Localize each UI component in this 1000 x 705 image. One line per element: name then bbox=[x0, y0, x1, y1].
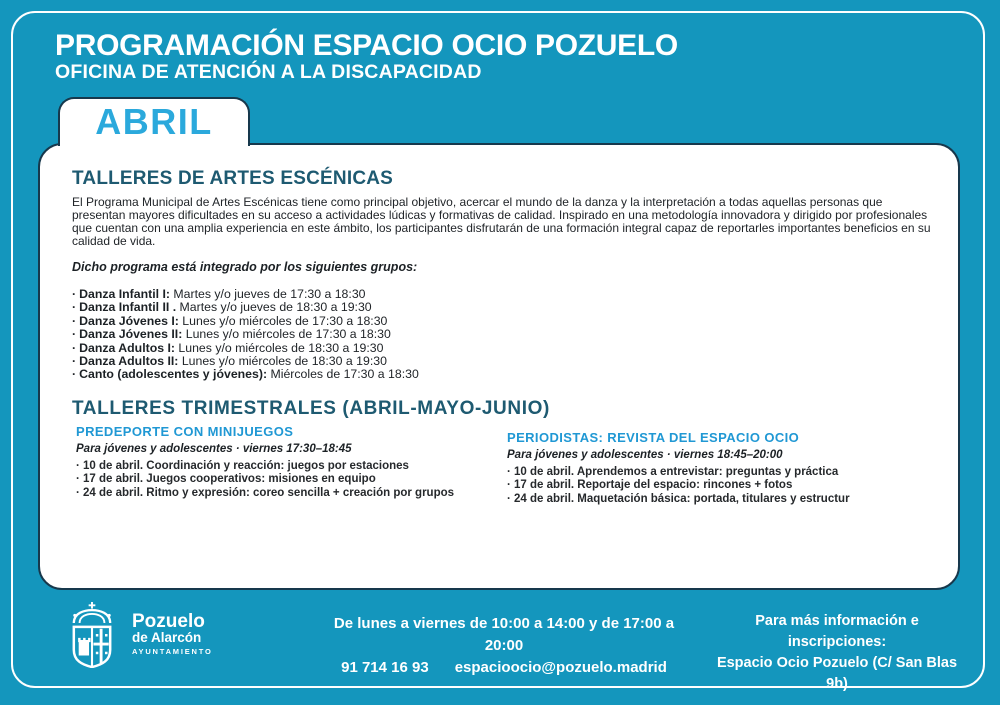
workshop-column-predeporte bbox=[76, 424, 476, 500]
groups-intro: Dicho programa está integrado por los siguientes grupos: bbox=[72, 260, 418, 274]
bullet-icon: · bbox=[72, 313, 77, 328]
list-item bbox=[72, 301, 419, 314]
logo-line1: Pozuelo bbox=[132, 611, 205, 632]
month-tab-label: ABRIL bbox=[95, 100, 213, 142]
groups-list bbox=[72, 288, 419, 382]
footer-contact-block bbox=[318, 613, 690, 679]
workshop-title: PERIODISTAS: REVISTA DEL ESPACIO OCIO bbox=[507, 430, 800, 445]
month-tab bbox=[58, 97, 250, 146]
contact-line bbox=[318, 657, 690, 679]
workshop-subtitle: Para jóvenes y adolescentes · viernes 17:30–18:45 bbox=[76, 443, 352, 455]
group-schedule: Martes y/o jueves de 17:30 a 18:30 bbox=[169, 287, 366, 301]
workshop-session: · 17 de abril. Juegos cooperativos: misiones en equipo bbox=[76, 473, 376, 486]
opening-hours: De lunes a viernes de 10:00 a 14:00 y de 17:00 a 20:00 bbox=[333, 615, 675, 654]
list-item bbox=[72, 355, 419, 368]
group-schedule: Lunes y/o miércoles de 17:30 a 18:30 bbox=[178, 313, 388, 328]
group-name: Danza Adultos II: bbox=[79, 354, 179, 369]
group-schedule: Martes y/o jueves de 18:30 a 19:30 bbox=[176, 300, 372, 315]
bullet-icon: · bbox=[72, 354, 77, 369]
workshop-title: PREDEPORTE CON MINIJUEGOS bbox=[76, 424, 294, 439]
group-name: Danza Infantil I: bbox=[79, 287, 170, 301]
bullet-icon: · bbox=[72, 300, 77, 315]
group-schedule: Miércoles de 17:30 a 18:30 bbox=[267, 367, 419, 382]
logo-line3: AYUNTAMIENTO bbox=[132, 647, 213, 656]
workshop-session: · 10 de abril. Aprendemos a entrevistar: preguntas y práctica bbox=[507, 466, 839, 478]
section-heading-trimestrales: TALLERES TRIMESTRALES (ABRIL-MAYO-JUNIO) bbox=[72, 398, 550, 419]
page-title: PROGRAMACIÓN ESPACIO OCIO POZUELO bbox=[55, 29, 678, 62]
program-description: El Programa Municipal de Artes Escénicas tiene como principal objetivo, acercar el mundo de la danza y la interpretación a todas aquellas personas que presentan mayores dificultades en su acceso a actividades lúdicas y formativas de calidad. Inspirado en una metodología innovadora y dirigido por profesionales que cuentan con una amplia experiencia en este ámbito, los participantes disfrutarán de una formación integral capaz de reportarles importantes beneficios en su calidad de vida. bbox=[72, 195, 931, 248]
group-name: Canto (adolescentes y jóvenes): bbox=[79, 367, 268, 382]
list-item bbox=[72, 328, 419, 341]
workshop-subtitle: Para jóvenes y adolescentes · viernes 18:45–20:00 bbox=[507, 449, 783, 461]
group-schedule: Lunes y/o miércoles de 17:30 a 18:30 bbox=[182, 327, 391, 342]
ayuntamiento-logo bbox=[63, 601, 213, 668]
group-schedule: Lunes y/o miércoles de 18:30 a 19:30 bbox=[178, 354, 387, 369]
logo-line2: de Alarcón bbox=[132, 630, 202, 645]
email-address: espacioocio@pozuelo.madrid bbox=[454, 659, 667, 676]
workshop-column-periodistas bbox=[507, 430, 907, 506]
info-line2: Espacio Ocio Pozuelo (C/ San Blas 9b) bbox=[716, 655, 958, 692]
bullet-icon: · bbox=[72, 367, 77, 382]
list-item bbox=[72, 288, 419, 301]
section-heading-artes-escenicas: TALLERES DE ARTES ESCÉNICAS bbox=[72, 168, 394, 189]
group-name: Danza Jóvenes I: bbox=[79, 313, 179, 328]
workshop-session: · 17 de abril. Reportaje del espacio: rincones + fotos bbox=[507, 479, 793, 492]
footer-info-block bbox=[707, 611, 967, 695]
group-name: Danza Infantil II . bbox=[79, 300, 177, 315]
pozuelo-coat-of-arms-icon bbox=[63, 601, 121, 668]
phone-number: 91 714 16 93 bbox=[341, 659, 429, 676]
list-item bbox=[72, 315, 419, 328]
bullet-icon: · bbox=[72, 327, 77, 342]
logo-text bbox=[132, 612, 213, 657]
group-name: Danza Adultos I: bbox=[79, 340, 175, 355]
group-schedule: Lunes y/o miércoles de 18:30 a 19:30 bbox=[174, 340, 384, 355]
info-line1: Para más información e inscripciones: bbox=[755, 613, 919, 650]
bullet-icon: · bbox=[72, 340, 77, 355]
workshop-session: · 24 de abril. Ritmo y expresión: coreo sencilla + creación por grupos bbox=[76, 486, 455, 499]
content-card bbox=[38, 143, 960, 590]
page-subtitle: OFICINA DE ATENCIÓN A LA DISCAPACIDAD bbox=[55, 61, 482, 83]
workshop-session: · 24 de abril. Maquetación básica: portada, titulares y estructur bbox=[507, 492, 850, 505]
workshop-session: · 10 de abril. Coordinación y reacción: juegos por estaciones bbox=[76, 460, 409, 472]
bullet-icon: · bbox=[72, 287, 77, 301]
list-item bbox=[72, 342, 419, 355]
group-name: Danza Jóvenes II: bbox=[79, 327, 183, 342]
list-item bbox=[72, 368, 419, 381]
